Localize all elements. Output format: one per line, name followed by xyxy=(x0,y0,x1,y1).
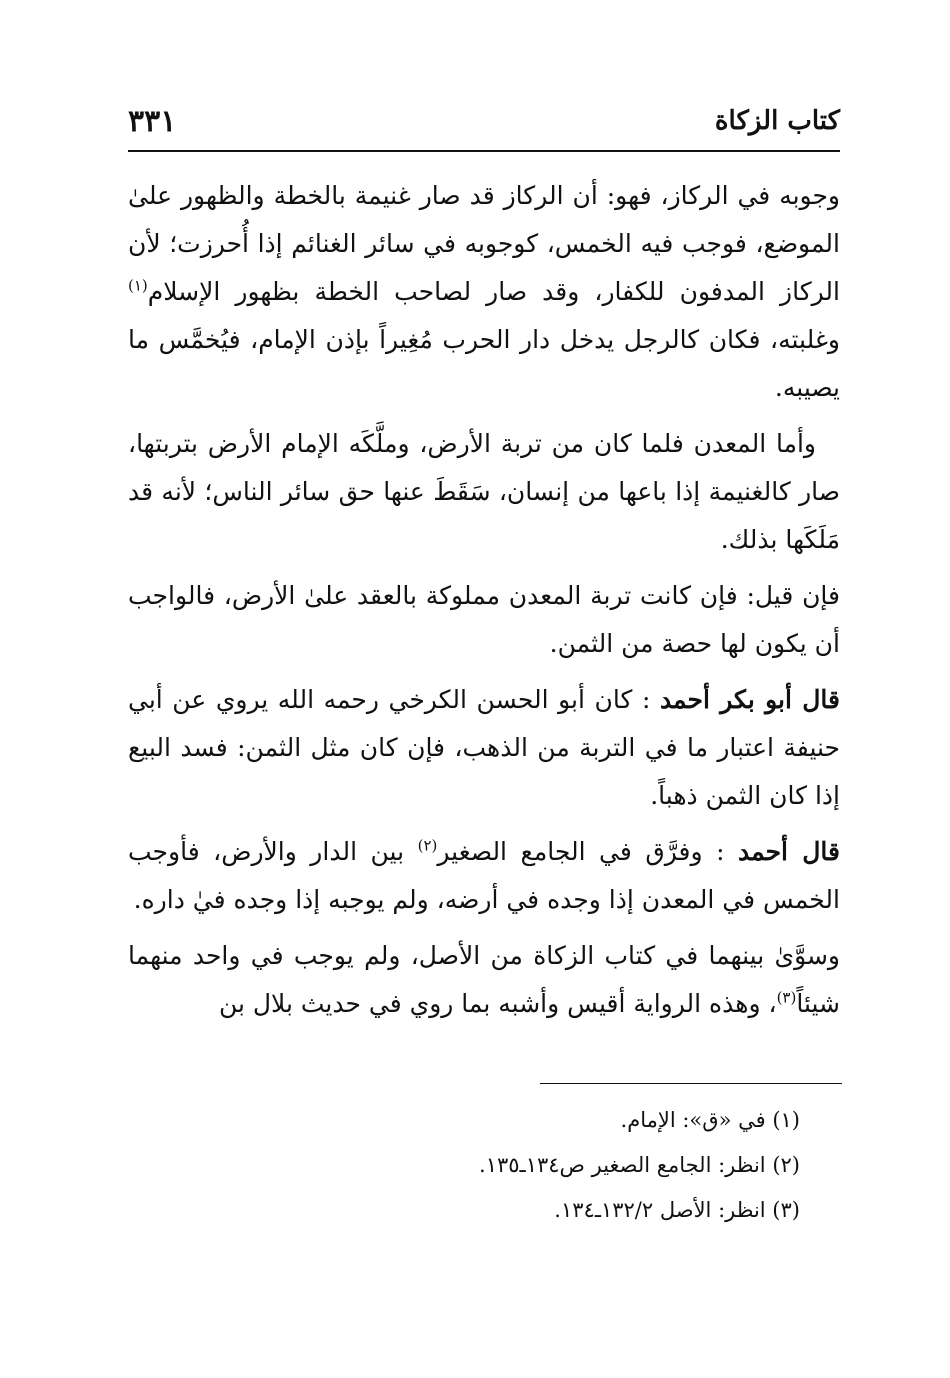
paragraph-6 xyxy=(128,932,840,1028)
paragraph-1-end: وغلبته، فكان كالرجل يدخل دار الحرب مُغِيراً بإذن الإمام، فيُخمَّس ما يصيبه. xyxy=(128,325,840,402)
footnote-ref-1: (١) xyxy=(128,276,148,295)
paragraph-5-text-b: بين الدار والأرض، فأوجب الخمس في المعدن إذا وجده في أرضه، ولم يوجبه إذا وجده فيٰ داره. xyxy=(128,837,840,914)
paragraph-6-text-b: ، وهذه الرواية أقيس وأشبه بما روي في حديث بلال بن xyxy=(218,989,777,1018)
footnote-3: (٣) انظر: الأصل ١٣٢/٢ـ١٣٤. xyxy=(554,1198,800,1222)
main-text xyxy=(128,172,840,1036)
footnote-ref-2: (٢) xyxy=(417,836,438,855)
page-number: ٣٣١ xyxy=(128,104,177,139)
paragraph-1 xyxy=(128,172,840,412)
paragraph-5-text-a: : وفرَّق في الجامع الصغير xyxy=(437,837,739,866)
paragraph-3 xyxy=(128,572,840,668)
paragraph-4-text: : كان أبو الحسن الكرخي رحمه الله يروي عن أبي حنيفة اعتبار ما في التربة من الذهب، فإن كان مثل الثمن: فسد البيع إذا كان الثمن ذهباً. xyxy=(128,685,840,810)
page-header xyxy=(128,104,840,150)
paragraph-2-text: وأما المعدن فلما كان من تربة الأرض، وملَّكَه الإمام الأرض بتربتها، صار كالغنيمة إذا باعها من إنسان، سَقَطَ عنها حق سائر الناس؛ لأنه قد مَلَكَها بذلك. xyxy=(128,429,840,554)
paragraph-6-text-a: وسوَّىٰ بينهما في كتاب الزكاة من الأصل، ولم يوجب في واحد منهما شيئاً xyxy=(128,941,840,1018)
paragraph-3-text: فإن قيل: فإن كانت تربة المعدن مملوكة بالعقد علىٰ الأرض، فالواجب أن يكون لها حصة من الثمن. xyxy=(128,581,840,658)
footnotes xyxy=(128,1098,800,1233)
paragraph-4 xyxy=(128,676,840,820)
paragraph-4-lead: قال أبو بكر أحمد xyxy=(659,685,840,714)
paragraph-5 xyxy=(128,828,840,924)
header-rule xyxy=(128,150,840,152)
footnote-separator xyxy=(540,1083,842,1084)
paragraph-2 xyxy=(128,420,840,564)
footnote-2: (٢) انظر: الجامع الصغير ص١٣٤ـ١٣٥. xyxy=(479,1153,800,1177)
footnote-ref-3: (٣) xyxy=(776,988,797,1007)
paragraph-5-lead: قال أحمد xyxy=(738,837,840,866)
footnote-1: (١) في «ق»: الإمام. xyxy=(620,1108,800,1132)
paragraph-1-text: وجوبه في الركاز، فهو: أن الركاز قد صار غنيمة بالخطة والظهور علىٰ الموضع، فوجب فيه الخمس، كوجوبه في سائر الغنائم إذا أُحرزت؛ لأن الركاز المدفون للكفار، وقد صار لصاحب الخطة بظهور الإسلام xyxy=(128,181,840,306)
running-title: كتاب الزكاة xyxy=(714,106,840,136)
